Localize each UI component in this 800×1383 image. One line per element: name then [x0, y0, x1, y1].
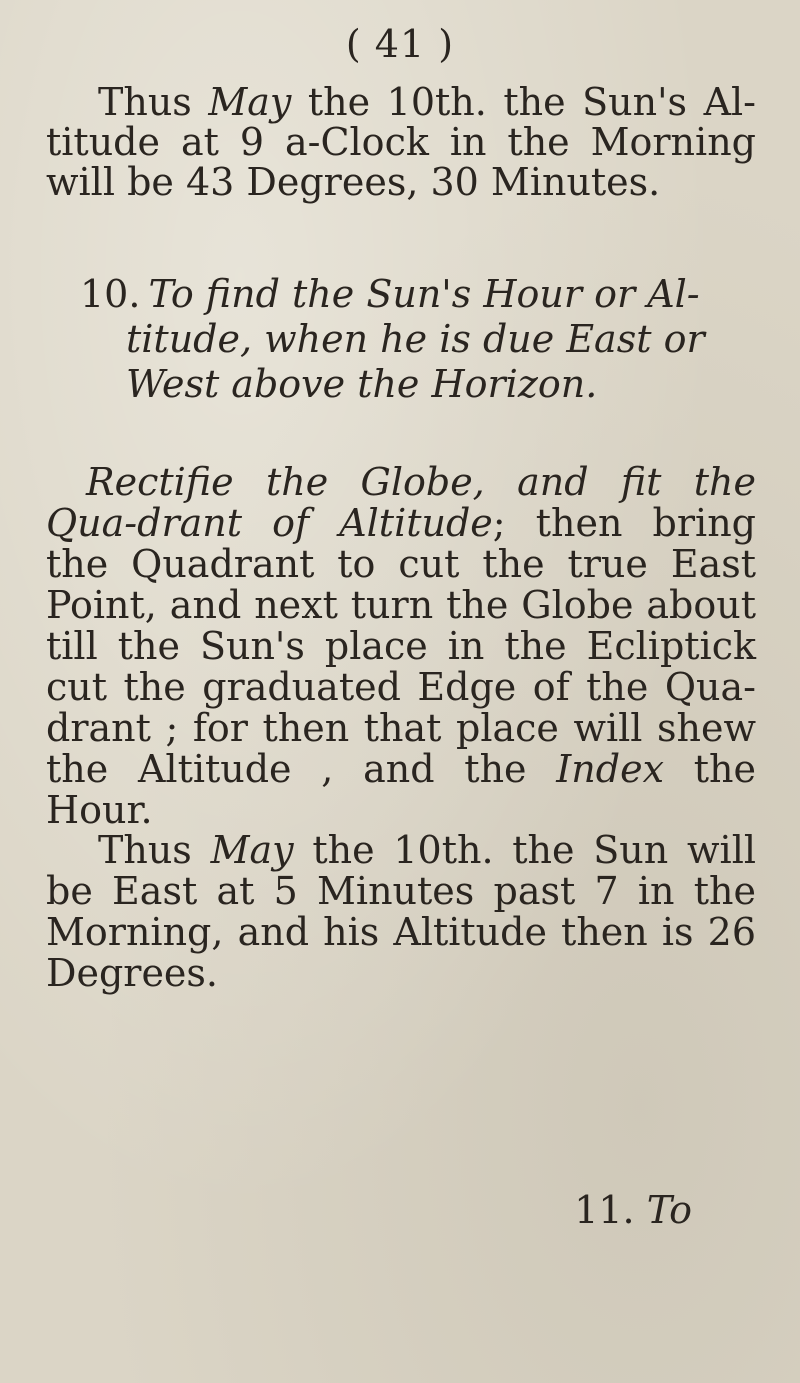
- section-number: 10.: [80, 272, 141, 316]
- para2-index-word: Index: [556, 747, 665, 791]
- para1-text: the 10th. the Sun's Al-titude at 9 a-Clock in the Morning will be 43 Degrees, 30 Minutes.: [46, 80, 757, 204]
- catchword: [574, 1188, 692, 1232]
- paragraph-example-altitude: [46, 82, 756, 202]
- para1-lead: Thus: [98, 80, 209, 124]
- section-title-line1: To find the Sun's Hour or Al-: [148, 272, 700, 316]
- section-title-line2: titude, when he is due East or West above the Horizon.: [126, 317, 705, 406]
- paragraph-instructions: [46, 462, 756, 831]
- para2-part5: the Hour.: [46, 747, 756, 832]
- para3-lead: Thus: [98, 828, 211, 872]
- paragraph-example-east: [46, 830, 756, 994]
- para1-date-italic: May: [208, 80, 292, 124]
- para2-part1: Rectifie the Globe, and fit the: [86, 460, 756, 504]
- para3-date-italic: May: [210, 828, 294, 872]
- catchword-text: To: [646, 1188, 692, 1232]
- catchword-number: 11.: [574, 1188, 635, 1232]
- para2-part3: ; then bring the Quadrant to cut the true East Point, and next turn the Globe about till the Sun's place in the Ecliptick cut the graduated Edge of the Qua-drant ; for then that place will shew the Altitude , and the: [46, 501, 756, 791]
- para3-text: the 10th. the Sun will be East at 5 Minutes past 7 in the Morning, and his Altitude then is 26 Degrees.: [46, 828, 756, 995]
- page-number: ( 41 ): [345, 22, 455, 66]
- para2-part2: Qua-drant of Altitude: [46, 501, 493, 545]
- section-heading: [80, 272, 740, 407]
